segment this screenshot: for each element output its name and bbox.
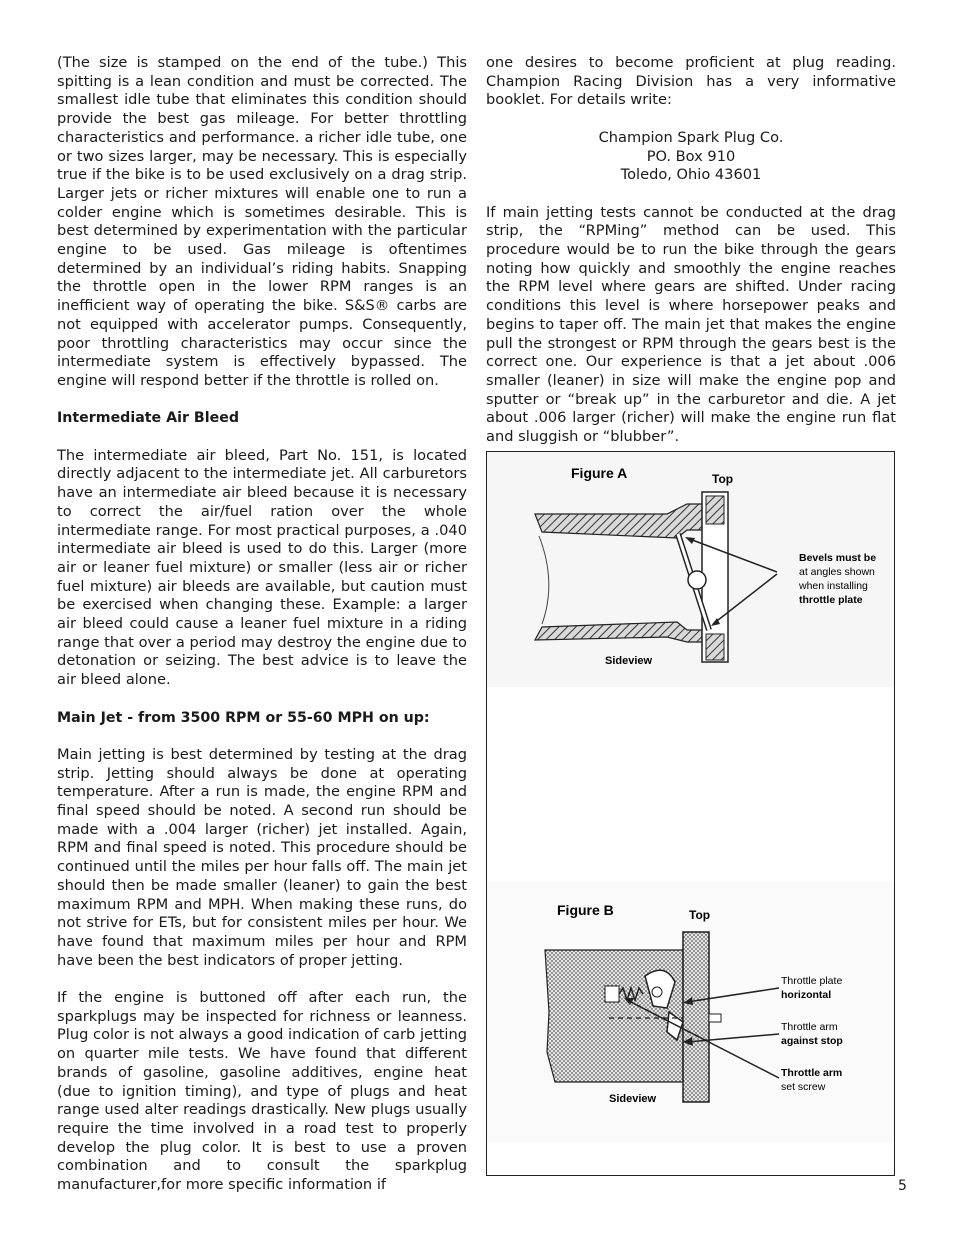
figure-a: [487, 452, 894, 687]
figure-b-top-label: Top: [689, 908, 711, 922]
figure-b-callout-line: set screw: [781, 1081, 826, 1093]
paragraph-air-bleed: The intermediate air bleed, Part No. 151, is located directly adjacent to the intermediate jet. All carburetors have an intermediate air bleed because it is necessary to correct the air/fuel ration over the whole intermediate range. For most practical purposes, a .040 intermediate air bleed is used to do this. Larger (more air or leaner fuel mixture) or smaller (less air or richer fuel mixture) air bleeds are available, but caution must be exercised when changing these. Example: a larger air bleed could cause a leaner fuel mixture in a riding range that over a period may destroy the engine due to detonation or seizing. The best advice is to leave the air bleed alone.: [57, 446, 467, 689]
flange-lower-bolt: [706, 634, 724, 660]
carb-flange-b: [683, 932, 709, 1102]
figure-b-callout-line: against stop: [781, 1035, 843, 1047]
figure-a-sideview-label: Sideview: [605, 655, 653, 667]
figure-b-title: Figure B: [557, 902, 614, 918]
figure-b-callout-line: horizontal: [781, 989, 832, 1001]
champion-address: [486, 129, 896, 185]
figure-a-top-label: Top: [712, 472, 734, 486]
figure-a-callout-line: when installing: [799, 580, 868, 592]
address-line: Champion Spark Plug Co.: [598, 128, 784, 146]
right-column: [486, 54, 896, 447]
heading-intermediate-air-bleed: Intermediate Air Bleed: [57, 410, 239, 427]
paragraph-rpming: If main jetting tests cannot be conducted at the drag strip, the “RPMing” method can be used. This procedure would be to run the bike through the gears noting how quickly and smoothly the engine reaches the RPM level where gears are shifted. Under racing conditions this level is where horsepower peaks and begins to taper off. The main jet that makes the engine pull the strongest or RPM through the gears best is the correct one. Our experience is that a jet about .006 smaller (leaner) in size will make the engine pop and sputter or “break up” in the carburetor and die. A jet about .006 larger (richer) will make the engine run flat and sluggish or “blubber”.: [486, 203, 896, 446]
throttle-shaft: [688, 571, 706, 589]
figure-b-sideview-label: Sideview: [609, 1093, 657, 1105]
figure-b: [487, 882, 894, 1142]
set-screw: [605, 986, 619, 1002]
paragraph-main-jetting: Main jetting is best determined by testing at the drag strip. Jetting should always be done at operating temperature. After a run is made, the engine RPM and final speed should be noted. A second run should be made with a .004 larger (richer) jet installed. Again, RPM and final speed is noted. This procedure should be continued until the miles per hour falls off. The main jet should then be made smaller (leaner) to gain the best maximum RPM and MPH. When making these runs, do not strive for ETs, but for consistent miles per hour. We have found that maximum miles per hour and RPM have been the best indicators of proper jetting.: [57, 745, 467, 969]
figure-a-callout-line: at angles shown: [799, 566, 875, 578]
page-number: 5: [898, 1178, 907, 1194]
carburetor-figures: [487, 452, 894, 1174]
address-line: Toledo, Ohio 43601: [620, 166, 762, 184]
figure-b-callout-line: Throttle arm: [781, 1067, 843, 1079]
figure-box: [486, 451, 895, 1176]
figure-a-callout-line: Bevels must be: [799, 552, 877, 564]
paragraph-plug-reading: one desires to become proficient at plug reading. Champion Racing Division has a very informative booklet. For details write:: [486, 54, 896, 109]
figure-b-callout-line: Throttle arm: [781, 1021, 838, 1033]
left-column: [57, 54, 467, 1195]
paragraph-idle-tube: (The size is stamped on the end of the tube.) This spitting is a lean condition and must be corrected. The smallest idle tube that eliminates this condition should provide the best gas mileage. For better throttling characteristics and performance. a richer idle tube, one or two sizes larger, may be necessary. This is especially true if the bike is to be used exclusively on a drag strip. Larger jets or richer mixtures will enable one to run a colder engine which is sometimes desirable. This is best determined by experimentation with the particular engine to be used. Gas mileage is oftentimes determined by an individual’s riding habits. Snapping the throttle open in the lower RPM ranges is an inefficient way of operating the bike. S&S® carbs are not equipped with accelerator pumps. Consequently, poor throttling characteristics may occur since the intermediate system is effectively bypassed. The engine will respond better if the throttle is rolled on.: [57, 54, 467, 389]
paragraph-sparkplugs: If the engine is buttoned off after each run, the sparkplugs may be inspected for richness or leanness. Plug color is not always a good indication of carb jetting on quarter mile tests. We have found that different brands of gasoline, gasoline additives, engine heat (due to ignition timing), and type of plugs and heat range used alter readings drastically. New plugs usually require the time involved in a road test to properly develop the plug color. It is best to use a proven combination and to consult the sparkplug manufacturer,for more specific information if: [57, 989, 467, 1194]
heading-main-jet: Main Jet - from 3500 RPM or 55-60 MPH on up:: [57, 709, 430, 726]
figure-a-title: Figure A: [571, 465, 628, 481]
address-line: PO. Box 910: [646, 147, 736, 165]
figure-a-callout-line: throttle plate: [799, 594, 863, 606]
figure-b-callout-line: Throttle plate: [781, 975, 843, 987]
flange-upper-bolt: [706, 496, 724, 524]
